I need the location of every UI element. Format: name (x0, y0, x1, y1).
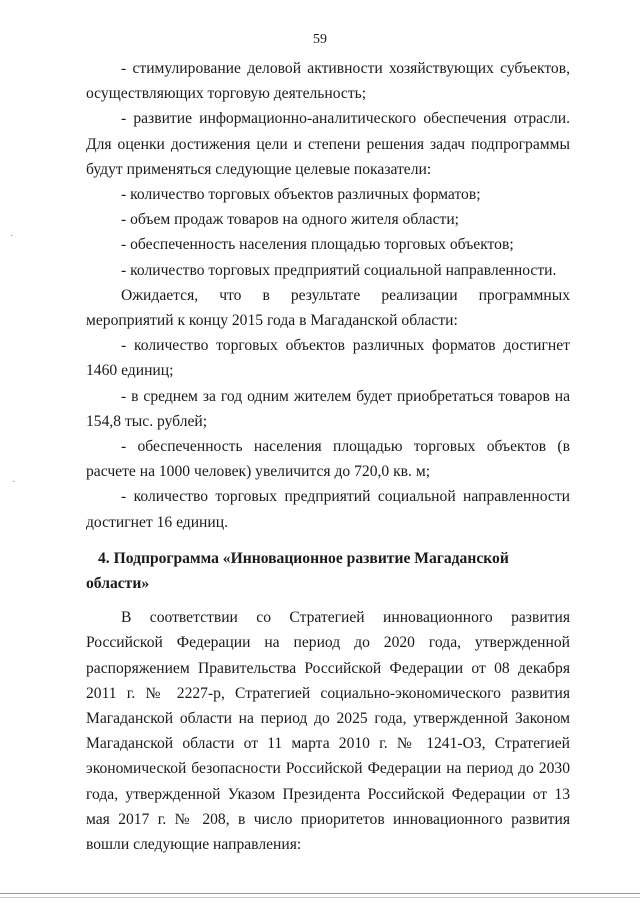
footer-rule (0, 897, 640, 898)
list-item: - количество торговых объектов различных форматов; (121, 186, 481, 204)
scan-mark: · (12, 477, 16, 488)
list-item: - объем продаж товаров на одного жителя области; (121, 211, 459, 229)
list-item: - стимулирование деловой активности хозяйствующих субъектов, осуществляющих торговую деятельность; (86, 60, 570, 103)
paragraph: Ожидается, что в результате реализации программных мероприятий к концу 2015 года в Магаданской области: (86, 286, 570, 330)
page-number: 59 (313, 32, 327, 47)
list-item: - количество торговых предприятий социальной направленности достигнет 16 единиц. (86, 488, 570, 531)
list-item: - развитие информационно-аналитического обеспечения отрасли. Для оценки достижения цели и степени решения задач подпрограммы будут применяться следующие целевые показатели: (86, 110, 570, 178)
section-heading: 4. Подпрограмма «Инновационное развитие Магаданской области» (86, 549, 509, 593)
document-body (86, 56, 570, 857)
scan-mark: · (10, 231, 14, 242)
list-item: - в среднем за год одним жителем будет приобретаться товаров на 154,8 тыс. рублей; (86, 387, 570, 430)
list-item: - количество торговых предприятий социальной направленности. (121, 261, 557, 279)
footer-rule (0, 893, 640, 894)
list-item: - обеспеченность населения площадью торговых объектов (в расчете на 1000 человек) увеличится до 720,0 кв. м; (86, 438, 570, 481)
paragraph: В соответствии со Стратегией инновационного развития Российской Федерации на период до 2020 года, утвержденной распоряжением Правительства Российской Федерации от 08 декабря 2011 г. № 2227-р, Стратегией социально-экономического развития Магаданской области на период до 2025 года, утвержденной Законом Магаданской области от 11 марта 2010 г. № 1241-ОЗ, Стратегией экономической безопасности Российской Федерации на период до 2030 года, утвержденной Указом Президента Российской Федерации от 13 мая 2017 г. № 208, в число приоритетов инновационного развития вошли следующие направления: (86, 609, 570, 854)
list-item: - обеспеченность населения площадью торговых объектов; (121, 236, 514, 254)
list-item: - количество торговых объектов различных форматов достигнет 1460 единиц; (86, 337, 570, 380)
